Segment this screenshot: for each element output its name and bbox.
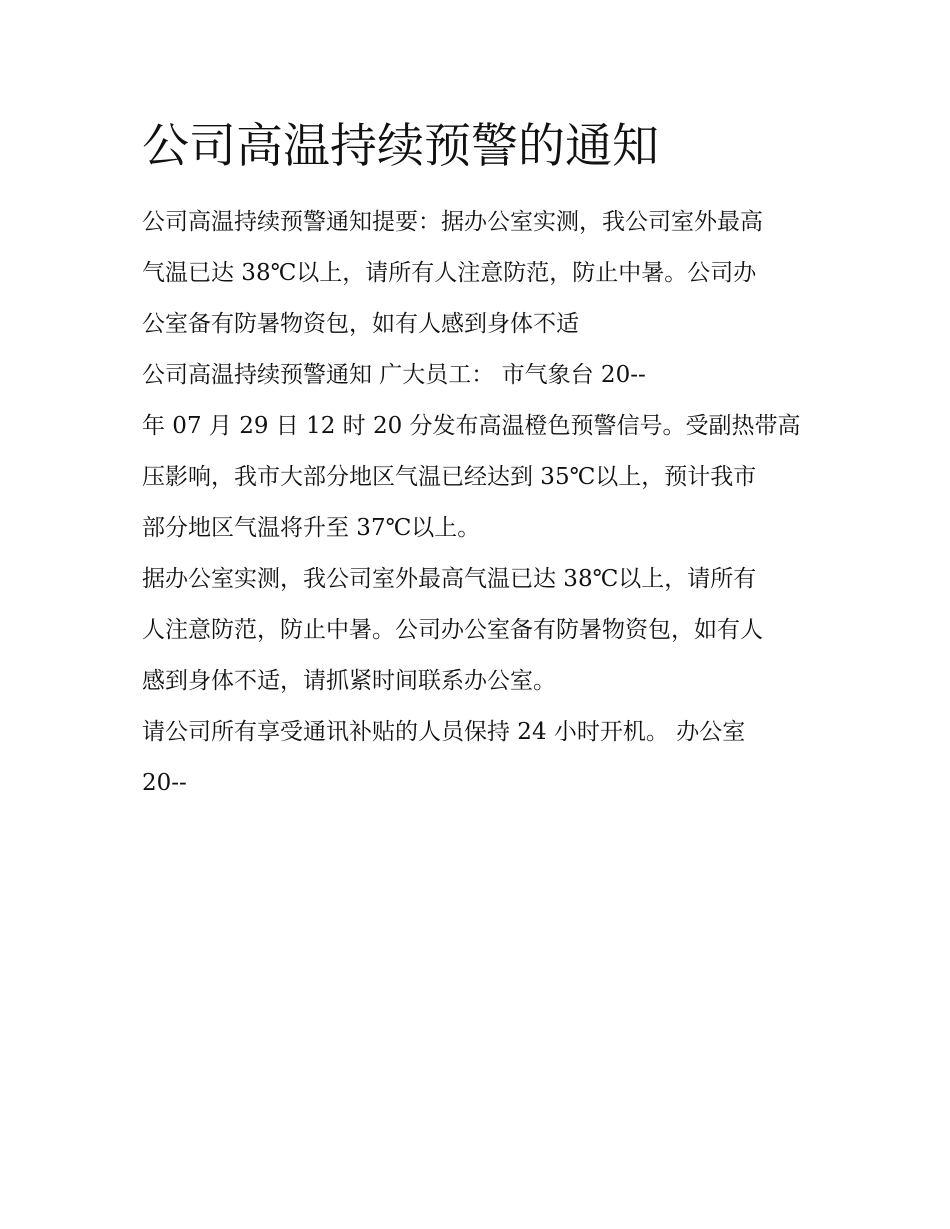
body-line: 人注意防范，防止中暑。公司办公室备有防暑物资包，如有人 bbox=[142, 617, 763, 643]
body-line: 公司高温持续预警通知提要：据办公室实测，我公司室外最高 bbox=[142, 209, 763, 235]
body-line: 部分地区气温将升至 37℃以上。 bbox=[142, 515, 481, 541]
body-line: 气温已达 38℃以上，请所有人注意防范，防止中暑。公司办 bbox=[142, 260, 757, 286]
body-line: 年 07 月 29 日 12 时 20 分发布高温橙色预警信号。受副热带高 bbox=[142, 413, 801, 439]
body-line: 压影响，我市大部分地区气温已经达到 35℃以上，预计我市 bbox=[142, 464, 757, 490]
document-title: 公司高温持续预警的通知 bbox=[142, 119, 659, 174]
body-line: 公司高温持续预警通知 广大员工： 市气象台 20-- bbox=[142, 362, 646, 388]
document-body bbox=[142, 197, 822, 809]
body-line: 公室备有防暑物资包，如有人感到身体不适 bbox=[142, 311, 579, 337]
body-line: 据办公室实测，我公司室外最高气温已达 38℃以上，请所有 bbox=[142, 566, 757, 592]
body-line: 20-- bbox=[142, 770, 187, 796]
body-line: 感到身体不适，请抓紧时间联系办公室。 bbox=[142, 668, 556, 694]
body-line: 请公司所有享受通讯补贴的人员保持 24 小时开机。 办公室 bbox=[142, 719, 746, 745]
